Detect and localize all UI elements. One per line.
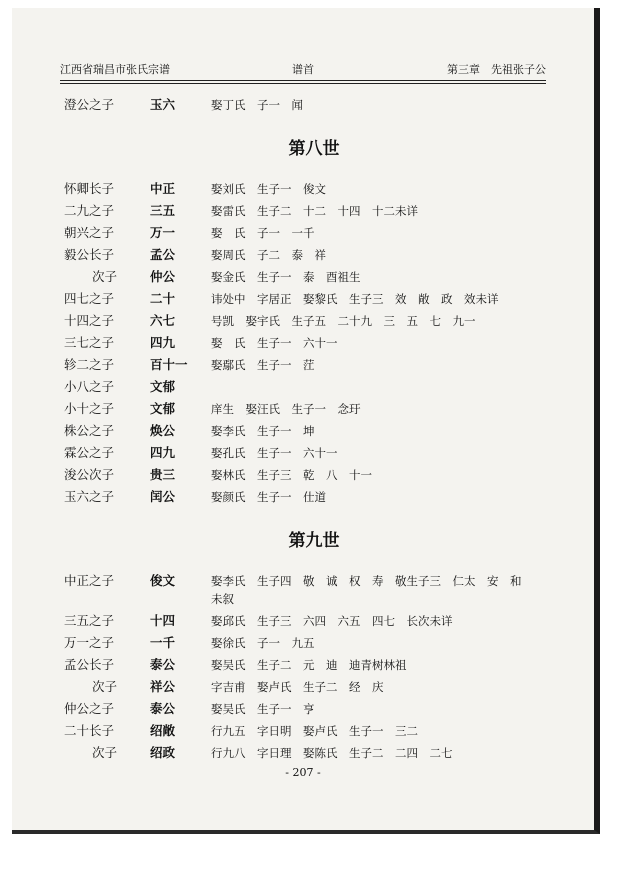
entry-parent: 万一之子: [64, 635, 115, 650]
genealogy-entry: [64, 654, 564, 676]
genealogy-entry: [64, 442, 564, 464]
entry-parent: 株公之子: [64, 423, 115, 438]
genealogy-entry: [64, 354, 564, 376]
header-rule-top: [60, 80, 546, 81]
page-number: - 207 -: [285, 766, 321, 779]
generation-title: 第九世: [288, 531, 340, 551]
genealogy-entry: [64, 720, 564, 742]
generation-heading-9: [64, 508, 564, 570]
entry-name: 中正: [150, 181, 176, 196]
entry-parent: 孟公长子: [64, 657, 115, 672]
entry-parent: 次子: [92, 745, 118, 760]
genealogy-entry: [64, 288, 564, 310]
entry-parent: 十四之子: [64, 313, 115, 328]
header-rule-bottom: [60, 83, 546, 84]
entry-name: 仲公: [150, 269, 176, 284]
entry-details: 娶金氏 生子一 泰 酉祖生: [211, 270, 361, 284]
entry-details: 娶吴氏 生子一 亨: [211, 702, 315, 716]
entry-name: 文郁: [150, 379, 176, 394]
entry-details: 字吉甫 娶卢氏 生子二 经 庆: [211, 680, 384, 694]
entry-name: 四九: [150, 445, 176, 460]
entry-name: 四九: [150, 335, 176, 350]
genealogy-entry: [64, 94, 564, 116]
entry-parent: 澄公之子: [64, 97, 115, 112]
header-book-title: 江西省瑞昌市张氏宗谱: [60, 63, 170, 76]
entry-details: 娶丁氏 子一 闻: [211, 98, 303, 112]
entry-details: 庠生 娶汪氏 生子一 念玗: [211, 402, 361, 416]
entry-parent: 玉六之子: [64, 489, 115, 504]
entry-name: 泰公: [150, 657, 176, 672]
genealogy-entry: [64, 676, 564, 698]
generation-heading-8: [64, 116, 564, 178]
generation-title: 第八世: [288, 139, 340, 159]
entry-parent: 小八之子: [64, 379, 115, 394]
genealogy-entry: [64, 398, 564, 420]
entry-parent: 怀卿长子: [64, 181, 115, 196]
running-header: [60, 61, 546, 79]
entry-name: 文郁: [150, 401, 176, 416]
entry-name: 祥公: [150, 679, 176, 694]
entry-name: 绍政: [150, 745, 176, 760]
entry-details: 娶雷氏 生子二 十二 十四 十二未详: [211, 204, 418, 218]
genealogy-entry: [64, 376, 564, 398]
entry-details: 娶孔氏 生子一 六十一: [211, 446, 338, 460]
entry-name: 泰公: [150, 701, 176, 716]
entry-details: 行九五 字日明 娶卢氏 生子一 三二: [211, 724, 418, 738]
entry-name: 俊文: [150, 573, 176, 588]
entry-parent: 小十之子: [64, 401, 115, 416]
entry-details: 娶 氏 生子一 六十一: [211, 336, 338, 350]
entry-details-continued: 未叙: [211, 592, 234, 606]
genealogy-entry: [64, 464, 564, 486]
entry-name: 焕公: [150, 423, 176, 438]
entry-details: 娶李氏 生子一 坤: [211, 424, 315, 438]
genealogy-entry: [64, 310, 564, 332]
genealogy-entry: [64, 742, 564, 764]
genealogy-entry: [64, 570, 564, 610]
entry-name: 二十: [150, 291, 176, 306]
entry-parent: 二十长子: [64, 723, 115, 738]
entry-name: 一千: [150, 635, 176, 650]
genealogy-entry: [64, 610, 564, 632]
genealogy-entry: [64, 420, 564, 442]
genealogy-entry: [64, 332, 564, 354]
entry-parent: 轸二之子: [64, 357, 115, 372]
entry-name: 玉六: [150, 97, 176, 112]
entry-name: 六七: [150, 313, 176, 328]
entry-name: 闰公: [150, 489, 176, 504]
entry-details: 娶徐氏 子一 九五: [211, 636, 315, 650]
entry-details: 娶颜氏 生子一 仕道: [211, 490, 326, 504]
entry-name: 绍敞: [150, 723, 176, 738]
entry-parent: 朝兴之子: [64, 225, 115, 240]
header-section: 谱首: [292, 63, 314, 76]
entry-parent: 仲公之子: [64, 701, 115, 716]
entry-details: 号凯 娶宇氏 生子五 二十九 三 五 七 九一: [211, 314, 476, 328]
entry-parent: 四七之子: [64, 291, 115, 306]
entry-parent: 霖公之子: [64, 445, 115, 460]
entry-details: 娶邱氏 生子三 六四 六五 四七 长次未详: [211, 614, 453, 628]
entry-name: 三五: [150, 203, 176, 218]
genealogy-content: [64, 94, 564, 764]
entry-parent: 次子: [92, 679, 118, 694]
entry-parent: 三七之子: [64, 335, 115, 350]
entry-parent: 中正之子: [64, 573, 115, 588]
page: [12, 8, 600, 834]
entry-name: 孟公: [150, 247, 176, 262]
genealogy-entry: [64, 178, 564, 200]
genealogy-entry: [64, 222, 564, 244]
entry-details: 行九八 字日理 娶陈氏 生子二 二四 二七: [211, 746, 453, 760]
entry-details: 娶 氏 子一 一千: [211, 226, 315, 240]
entry-parent: 二九之子: [64, 203, 115, 218]
entry-parent: 次子: [92, 269, 118, 284]
entry-details: 娶刘氏 生子一 俊文: [211, 182, 326, 196]
entry-name: 贵三: [150, 467, 176, 482]
genealogy-entry: [64, 266, 564, 288]
entry-details: 讳处中 字居正 娶黎氏 生子三 效 敞 政 效未详: [211, 292, 499, 306]
entry-parent: 毅公长子: [64, 247, 115, 262]
entry-details: 娶周氏 子二 泰 祥: [211, 248, 326, 262]
entry-parent: 三五之子: [64, 613, 115, 628]
entry-details: 娶林氏 生子三 乾 八 十一: [211, 468, 372, 482]
genealogy-entry: [64, 200, 564, 222]
genealogy-entry: [64, 698, 564, 720]
entry-details: 娶鄢氏 生子一 茳: [211, 358, 315, 372]
entry-name: 百十一: [150, 357, 188, 372]
entry-details: 娶李氏 生子四 敬 诚 权 寿 敬生子三 仁太 安 和: [211, 574, 522, 588]
header-chapter: 第三章 先祖张子公: [447, 63, 546, 76]
genealogy-entry: [64, 632, 564, 654]
entry-parent: 浚公次子: [64, 467, 115, 482]
entry-details: 娶吴氏 生子二 元 迪 迪青树林祖: [211, 658, 407, 672]
genealogy-entry: [64, 244, 564, 266]
genealogy-entry: [64, 486, 564, 508]
entry-name: 万一: [150, 225, 176, 240]
entry-name: 十四: [150, 613, 176, 628]
